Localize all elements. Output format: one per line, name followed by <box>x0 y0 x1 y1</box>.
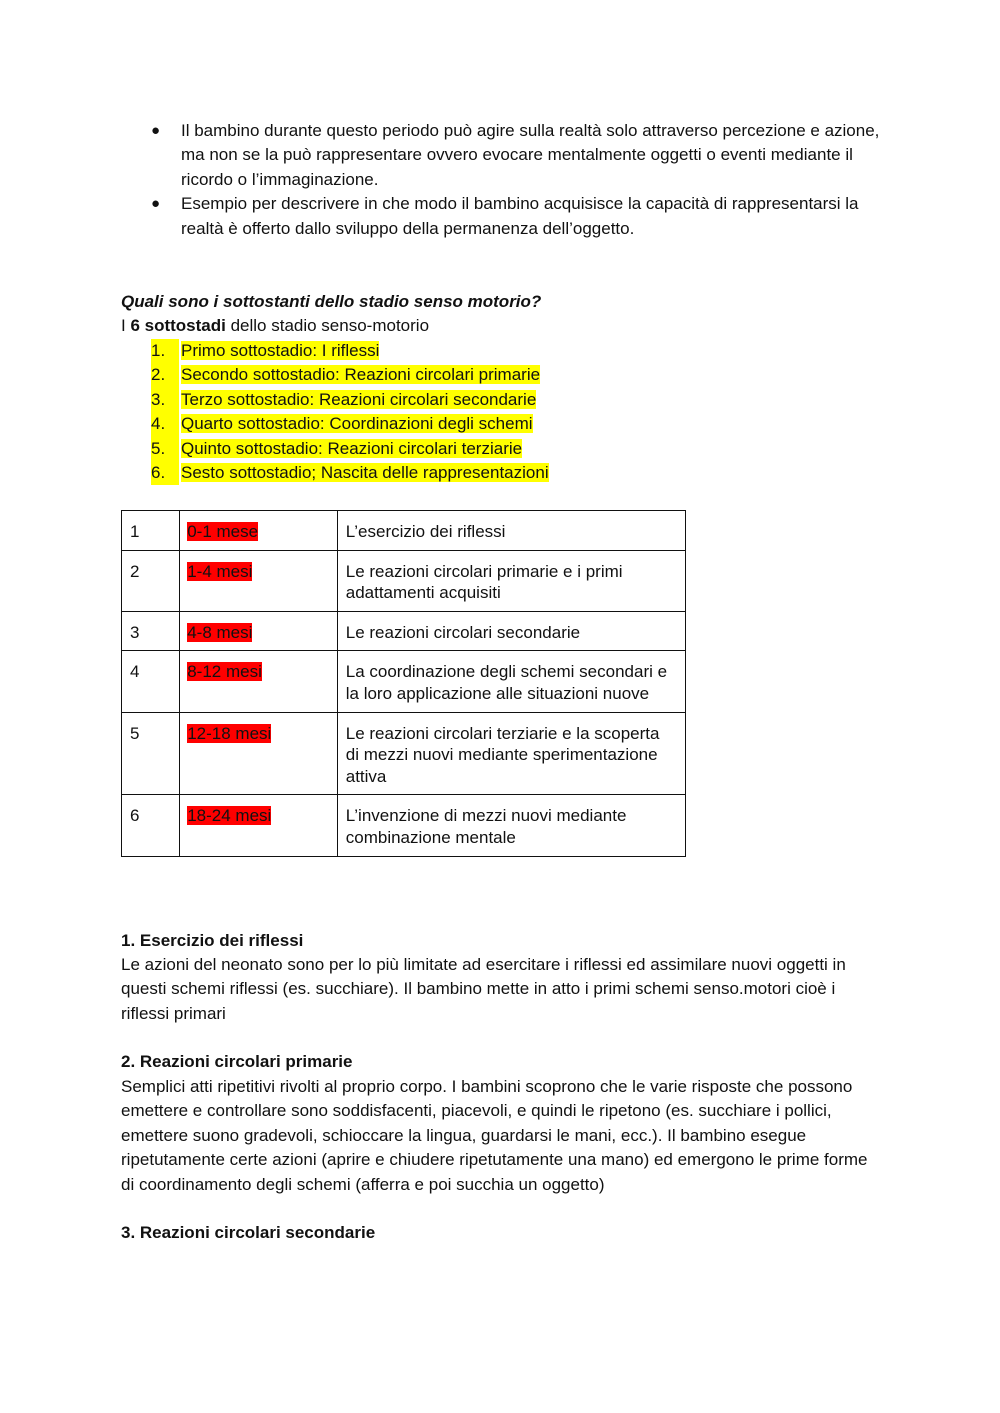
table-row <box>122 611 686 651</box>
table-cell-description: Le reazioni circolari primarie e i primi adattamenti acquisiti <box>337 550 685 611</box>
substage-list <box>121 339 881 485</box>
table-cell-description: Le reazioni circolari terziarie e la scoperta di mezzi nuovi mediante sperimentazione attiva <box>337 712 685 795</box>
substage-number: 6. <box>151 461 179 485</box>
substage-number: 4. <box>151 412 179 436</box>
bullet-item <box>121 192 881 241</box>
substage-text: Secondo sottostadio: Reazioni circolari primarie <box>181 365 541 385</box>
substage-item <box>121 437 881 461</box>
section-heading: 1. Esercizio dei riflessi <box>121 931 304 950</box>
substage-number: 3. <box>151 388 179 412</box>
substage-text: Quarto sottostadio: Coordinazioni degli schemi <box>181 414 533 434</box>
section-heading: 2. Reazioni circolari primarie <box>121 1052 353 1071</box>
substage-text: Quinto sottostadio: Reazioni circolari terziarie <box>181 438 523 458</box>
table-cell-age <box>180 611 338 651</box>
table-row <box>122 795 686 856</box>
bullet-dot-icon: ● <box>151 195 161 213</box>
intro-line <box>121 314 881 338</box>
substage-text: Terzo sottostadio: Reazioni circolari secondarie <box>181 389 537 409</box>
table-cell-description: L’esercizio dei riflessi <box>337 511 685 551</box>
table-cell-description: La coordinazione degli schemi secondari e la loro applicazione alle situazioni nuove <box>337 651 685 712</box>
table-cell-age <box>180 651 338 712</box>
substage-number: 5. <box>151 437 179 461</box>
table-cell-age <box>180 795 338 856</box>
substage-text: Primo sottostadio: I riflessi <box>181 341 380 360</box>
bullet-list <box>121 119 881 241</box>
substage-table <box>121 510 686 857</box>
table-cell-age <box>180 550 338 611</box>
intro-after: dello stadio senso-motorio <box>225 316 430 335</box>
age-highlight: 18-24 mesi <box>187 806 272 826</box>
age-highlight: 0-1 mese <box>187 522 259 541</box>
table-cell-age <box>180 511 338 551</box>
table-cell-number: 5 <box>122 712 180 795</box>
substage-item <box>121 388 881 412</box>
section-body: Semplici atti ripetitivi rivolti al proprio corpo. I bambini scoprono che le varie risposte che possono emettere e controllare sono soddisfacenti, piacevoli, e quindi le ripetono (es. succhiare i pollici, emettere suono gradevoli, schioccare la lingua, guardarsi le mani, ecc.). Il bambino esegue ripetutamente certe azioni (aprire e chiudere ripetutamente una mano) ed emergono le prime forme di coordinamento degli schemi (afferra e poi succhia un oggetto) <box>121 1077 868 1194</box>
table-cell-number: 1 <box>122 511 180 551</box>
table-cell-age <box>180 712 338 795</box>
age-highlight: 12-18 mesi <box>187 723 272 743</box>
substage-item <box>121 461 881 485</box>
substage-text: Sesto sottostadio; Nascita delle rappresentazioni <box>181 462 549 482</box>
bullet-text: Esempio per descrivere in che modo il bambino acquisisce la capacità di rappresentarsi la realtà è offerto dallo sviluppo della permanenza dell’oggetto. <box>181 194 859 238</box>
table-cell-number: 4 <box>122 651 180 712</box>
intro-before: I <box>121 316 131 335</box>
section-heading: 3. Reazioni circolari secondarie <box>121 1223 376 1242</box>
section-body: Le azioni del neonato sono per lo più limitate ad esercitare i riflessi ed assimilare nuovi oggetti in questi schemi riflessi (es. succhiare). Il bambino mette in atto i primi schemi senso.motori cioè i riflessi primari <box>121 955 846 1023</box>
table-cell-description: L’invenzione di mezzi nuovi mediante combinazione mentale <box>337 795 685 856</box>
table-row <box>122 511 686 551</box>
age-highlight: 8-12 mesi <box>187 662 262 682</box>
intro-bold: 6 sottostadi <box>130 316 226 335</box>
bullet-dot-icon: ● <box>151 122 161 139</box>
bullet-item <box>121 119 881 192</box>
question-heading: Quali sono i sottostanti dello stadio senso motorio? <box>121 292 542 311</box>
substage-number: 1. <box>151 339 179 363</box>
substage-number: 2. <box>151 363 179 387</box>
table-row <box>122 651 686 712</box>
bullet-text: Il bambino durante questo periodo può agire sulla realtà solo attraverso percezione e azione, ma non se la può rappresentare ovvero evocare mentalmente oggetti o eventi mediante il ricordo o l’immaginazione. <box>181 121 880 189</box>
substage-item <box>121 363 881 387</box>
table-cell-number: 3 <box>122 611 180 651</box>
table-cell-number: 6 <box>122 795 180 856</box>
table-row <box>122 712 686 795</box>
age-highlight: 4-8 mesi <box>187 622 253 642</box>
substage-item <box>121 339 881 363</box>
table-row <box>122 550 686 611</box>
table-cell-description: Le reazioni circolari secondarie <box>337 611 685 651</box>
substage-item <box>121 412 881 436</box>
age-highlight: 1-4 mesi <box>187 561 253 581</box>
table-cell-number: 2 <box>122 550 180 611</box>
